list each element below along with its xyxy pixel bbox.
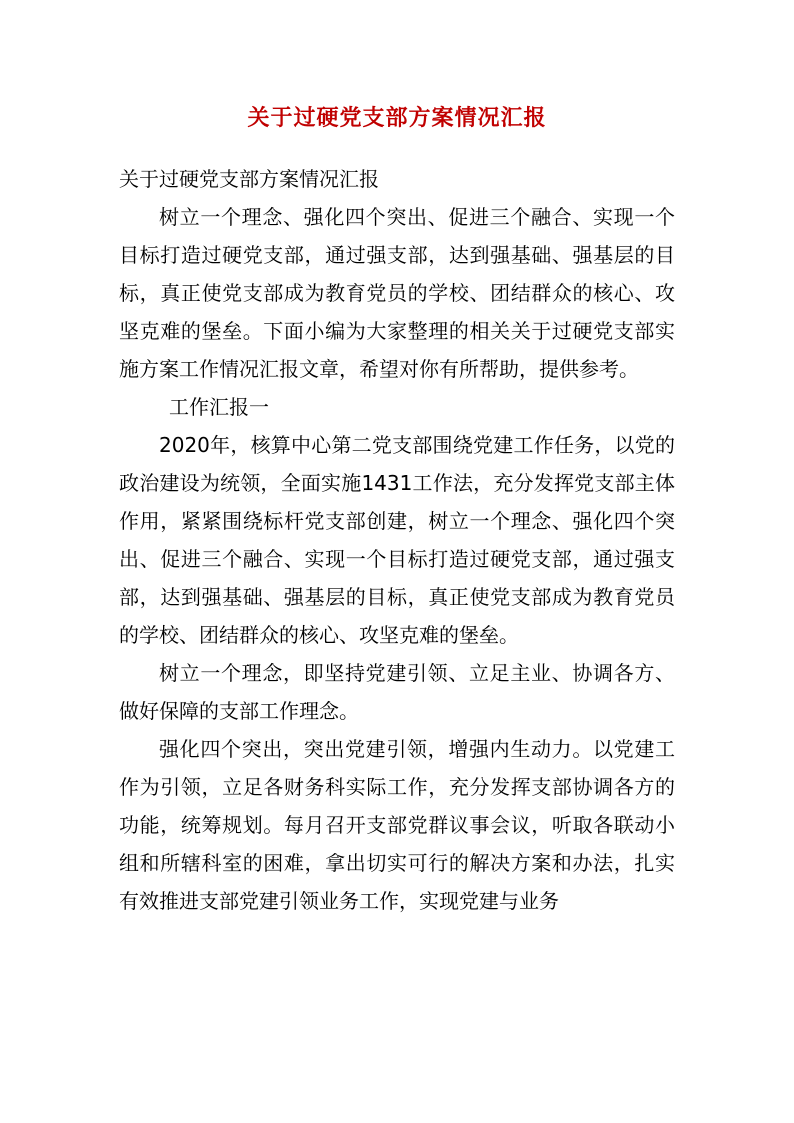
body-paragraph: 树立一个理念，即坚持党建引领、立足主业、协调各方、做好保障的支部工作理念。 bbox=[119, 661, 675, 723]
section-heading: 工作汇报一 bbox=[169, 395, 269, 419]
document-title: 关于过硬党支部方案情况汇报 bbox=[247, 105, 547, 131]
body-paragraph: 2020年，核算中心第二党支部围绕党建工作任务，以党的政治建设为统领，全面实施1431工作法，充分发挥党支部主体作用，紧紧围绕标杆党支部创建，树立一个理念、强化四个突出、促进三个融合、实现一个目标打造过硬党支部，通过强支部，达到强基础、强基层的目标，真正使党支部成为教育党员的学校、团结群众的核心、攻坚克难的堡垒。 bbox=[119, 433, 675, 647]
body-paragraph: 强化四个突出，突出党建引领，增强内生动力。以党建工作为引领，立足各财务科实际工作，充分发挥支部协调各方的功能，统筹规划。每月召开支部党群议事会议，听取各联动小组和所辖科室的困难，拿出切实可行的解决方案和办法，扎实有效推进支部党建引领业务工作，实现党建与业务 bbox=[119, 737, 675, 913]
subtitle-paragraph: 关于过硬党支部方案情况汇报 bbox=[119, 167, 379, 191]
intro-paragraph: 树立一个理念、强化四个突出、促进三个融合、实现一个目标打造过硬党支部，通过强支部，达到强基础、强基层的目标，真正使党支部成为教育党员的学校、团结群众的核心、攻坚克难的堡垒。下面小编为大家整理的相关关于过硬党支部实施方案工作情况汇报文章，希望对你有所帮助，提供参考。 bbox=[119, 205, 675, 381]
document-body bbox=[119, 160, 675, 920]
